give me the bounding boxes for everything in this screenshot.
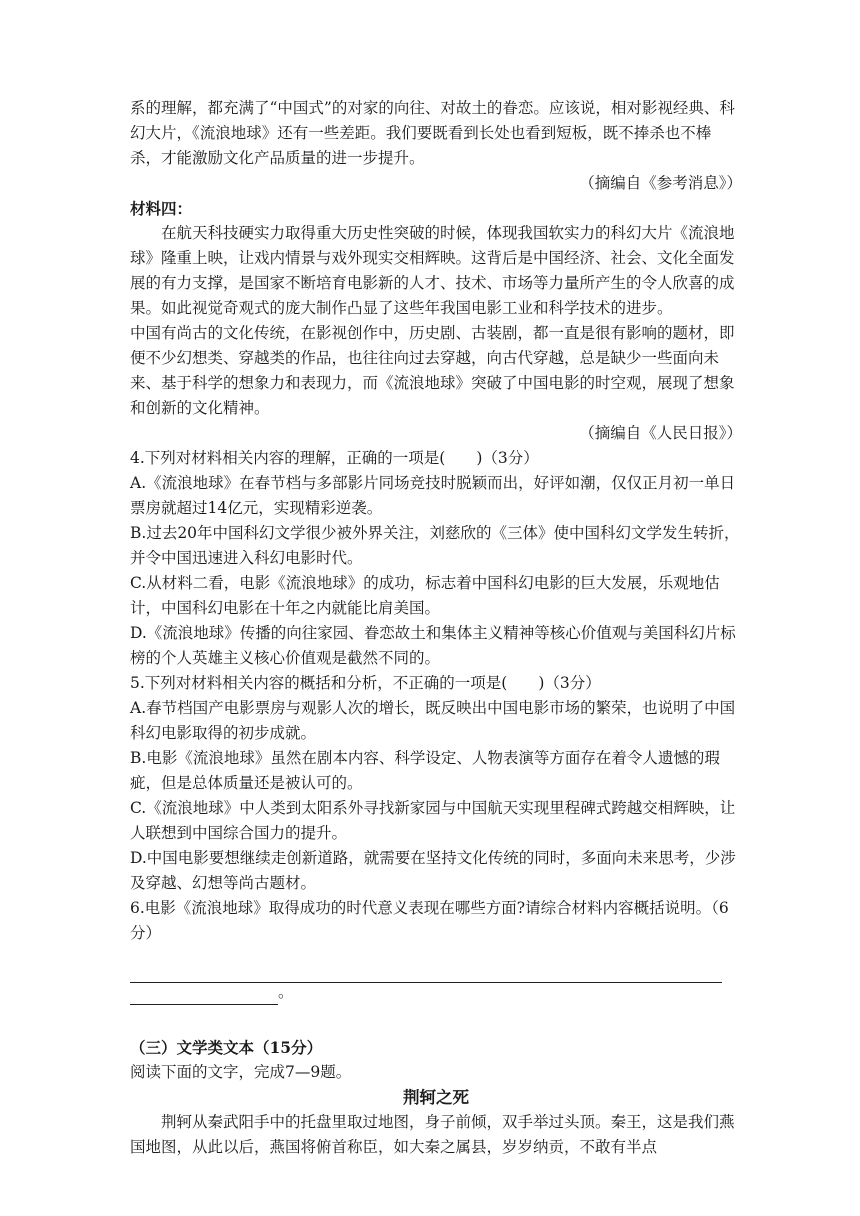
question-4-option-b: B.过去20年中国科幻文学很少被外界关注，刘慈欣的《三体》使中国科幻文学发生转折，并令中国迅速进入科幻电影时代。 [130,524,740,567]
material3-tail-paragraph: 系的理解，都充满了“中国式”的对家的向往、对故土的眷恋。应该说，相对影视经典、科幻大片，《流浪地球》还有一些差距。我们要既看到长处也看到短板，既不捧杀也不棒杀，才能激励文化产品质量的进一步提升。 [130,99,735,167]
answer-line-end [130,983,742,1005]
question-5-stem: 5.下列对材料相关内容的概括和分析，不正确的一项是( )（3分） [130,674,601,692]
material4-heading: 材料四： [130,199,193,218]
section-3-instruction: 阅读下面的文字，完成7—9题。 [130,1063,352,1081]
story-title: 荆轲之死 [403,1088,469,1107]
question-5-option-a: A.春节档国产电影票房与观影人次的增长，既反映出中国电影市场的繁荣，也说明了中国科幻电影取得的初步成就。 [130,699,736,742]
exam-page [130,96,742,1160]
answer-line[interactable] [130,956,722,983]
question-5-option-d: D.中国电影要想继续走创新道路，就需要在坚持文化传统的同时，多面向未来思考，少涉及穿越、幻想等尚古题材。 [130,849,736,892]
material4-paragraph-2: 中国有尚古的文化传统，在影视创作中，历史剧、古装剧，都一直是很有影响的题材，即便不少幻想类、穿越类的作品，也往往向过去穿越，向古代穿越，总是缺少一些面向未来、基于科学的想象力和表现力，而《流浪地球》突破了中国电影的时空观，展现了想象和创新的文化精神。 [130,324,735,417]
material4-source: （摘编自《人民日报》） [579,424,742,442]
question-4-option-a: A.《流浪地球》在春节档与多部影片同场竞技时脱颖而出，好评如潮，仅仅正月初一单日票房就超过14亿元，实现精彩逆袭。 [130,474,736,517]
material3-source: （摘编自《参考消息》） [579,174,742,192]
material4-paragraph-1: 在航天科技硬实力取得重大历史性突破的时候，体现我国软实力的科幻大片《流浪地球》隆重上映，让戏内情景与戏外现实交相辉映。这背后是中国经济、社会、文化全面发展的有力支撑，是国家不断培育电影新的人才、技术、市场等力量所产生的令人欣喜的成果。如此视觉奇观式的庞大制作凸显了这些年我国电影工业和科学技术的进步。 [130,224,735,317]
answer-end-mark: 。 [278,983,294,1001]
question-6-stem: 6.电影《流浪地球》取得成功的时代意义表现在哪些方面?请综合材料内容概括说明。（6分） [130,899,729,942]
question-4-option-d: D.《流浪地球》传播的向往家园、眷恋故土和集体主义精神等核心价值观与美国科幻片标榜的个人英雄主义核心价值观是截然不同的。 [130,624,736,667]
answer-line-short[interactable] [130,986,278,1005]
question-4-option-c: C.从材料二看，电影《流浪地球》的成功，标志着中国科幻电影的巨大发展，乐观地估计，中国科幻电影在十年之内就能比肩美国。 [130,574,720,617]
story-paragraph: 荆轲从秦武阳手中的托盘里取过地图，身子前倾，双手举过头顶。秦王，这是我们燕国地图，从此以后，燕国将俯首称臣，如大秦之属县，岁岁纳贡，不敢有半点 [130,1113,735,1156]
question-4-stem: 4.下列对材料相关内容的理解，正确的一项是( )（3分） [130,449,539,467]
question-5-option-c: C.《流浪地球》中人类到太阳系外寻找新家园与中国航天实现里程碑式跨越交相辉映，让人联想到中国综合国力的提升。 [130,799,736,842]
question-5-option-b: B.电影《流浪地球》虽然在剧本内容、科学设定、人物表演等方面存在着令人遗憾的瑕疵，但是总体质量还是被认可的。 [130,749,720,792]
section-3-heading: （三）文学类文本（15分） [130,1038,323,1057]
